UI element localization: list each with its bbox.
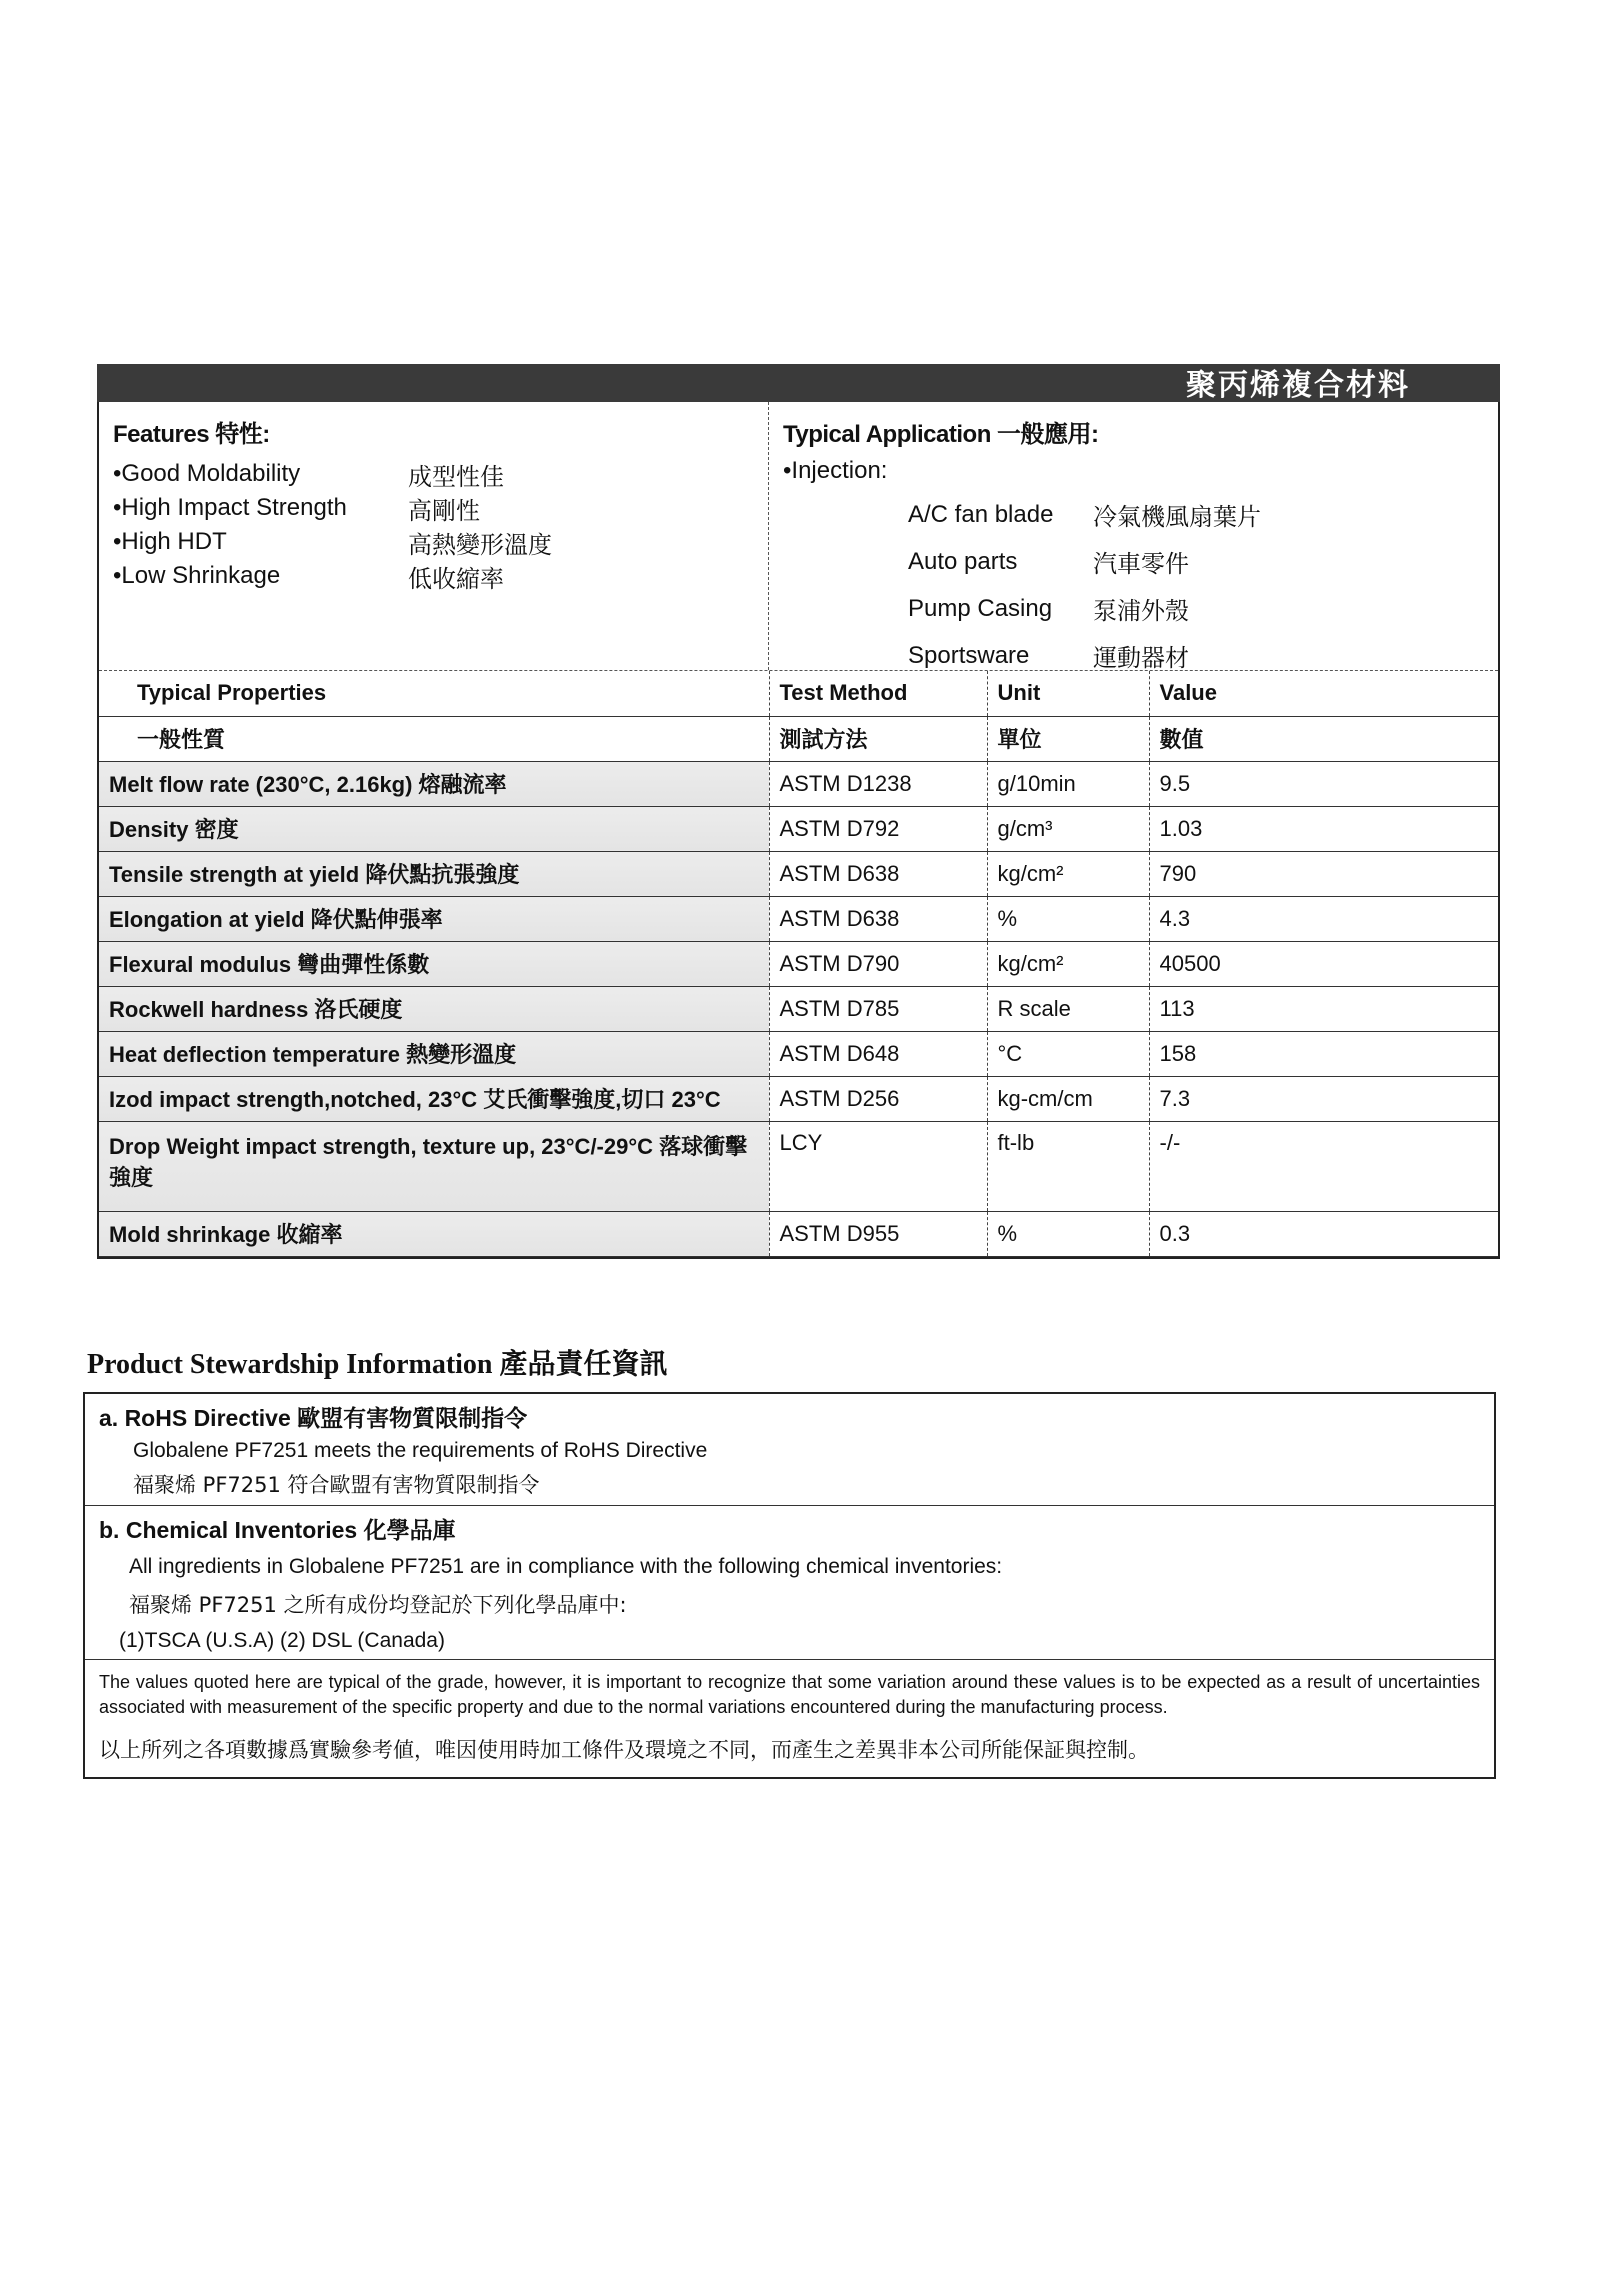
application-item (783, 632, 1484, 679)
application-zh: 冷氣機風扇葉片 (1093, 503, 1261, 531)
header-cell: 單位 (987, 716, 1149, 761)
unit: ft-lb (987, 1121, 1149, 1211)
rohs-section (85, 1394, 1494, 1506)
property-name: Density 密度 (99, 806, 769, 851)
features-title: Features 特性: (113, 421, 270, 448)
property-name: Heat deflection temperature 熱變形溫度 (99, 1031, 769, 1076)
table-row (99, 1076, 1498, 1121)
header-cell: 測試方法 (769, 716, 987, 761)
header-cell: Unit (987, 671, 1149, 716)
application-item (783, 491, 1484, 538)
chemical-line-zh: 福聚烯 PF7251 之所有成份均登記於下列化學品庫中: (129, 1593, 627, 1617)
application-zh: 汽車零件 (1093, 550, 1189, 578)
value: 158 (1149, 1031, 1498, 1076)
stewardship-title: Product Stewardship Information 產品責任資訊 (87, 1349, 668, 1380)
feature-en: •Low Shrinkage (113, 562, 281, 589)
value: 113 (1149, 986, 1498, 1031)
application-item (783, 538, 1484, 585)
application-en: A/C fan blade (908, 500, 1054, 528)
property-name: Drop Weight impact strength, texture up, 23°C/-29°C 落球衝擊強度 (99, 1121, 769, 1211)
table-row (99, 1211, 1498, 1256)
banner-title: 聚丙烯複合材料 (1186, 369, 1410, 402)
value: -/- (1149, 1121, 1498, 1211)
applications-title: Typical Application 一般應用: (783, 421, 1099, 448)
property-name: Elongation at yield 降伏點伸張率 (99, 896, 769, 941)
stewardship-box (83, 1392, 1496, 1779)
table-row (99, 851, 1498, 896)
datasheet (97, 364, 1500, 1259)
disclaimer (85, 1660, 1494, 1777)
table-row (99, 1121, 1498, 1211)
chemical-section (85, 1506, 1494, 1660)
property-name: Izod impact strength,notched, 23°C 艾氏衝擊強度,切口 23°C (99, 1076, 769, 1121)
application-zh: 運動器材 (1093, 644, 1189, 672)
applications-section (769, 402, 1498, 670)
header-cell: Test Method (769, 671, 987, 716)
test-method: ASTM D256 (769, 1076, 987, 1121)
application-zh: 泵浦外殼 (1093, 597, 1189, 625)
table-row (99, 896, 1498, 941)
table-row (99, 941, 1498, 986)
property-name: Tensile strength at yield 降伏點抗張強度 (99, 851, 769, 896)
table-row (99, 761, 1498, 806)
header-cell: 數值 (1149, 716, 1498, 761)
chemical-title: b. Chemical Inventories 化學品庫 (99, 1517, 456, 1543)
feature-zh: 高剛性 (408, 496, 480, 525)
header-banner (97, 364, 1500, 402)
property-name: Flexural modulus 彎曲彈性係數 (99, 941, 769, 986)
rohs-line-zh: 福聚烯 PF7251 符合歐盟有害物質限制指令 (133, 1473, 540, 1497)
test-method: ASTM D792 (769, 806, 987, 851)
rohs-line-en: Globalene PF7251 meets the requirements of RoHS Directive (133, 1439, 708, 1462)
property-name: Rockwell hardness 洛氏硬度 (99, 986, 769, 1031)
unit: kg/cm² (987, 941, 1149, 986)
unit: g/cm³ (987, 806, 1149, 851)
test-method: ASTM D785 (769, 986, 987, 1031)
header-cell: Value (1149, 671, 1498, 716)
feature-en: •High HDT (113, 528, 227, 555)
table-row (99, 986, 1498, 1031)
feature-en: •High Impact Strength (113, 494, 347, 521)
overview-row (99, 402, 1498, 671)
features-section (99, 402, 769, 670)
feature-item (113, 559, 754, 593)
feature-zh: 高熱變形溫度 (408, 530, 552, 559)
injection-label: •Injection: (783, 457, 888, 484)
properties-box (97, 402, 1500, 1259)
unit: g/10min (987, 761, 1149, 806)
value: 40500 (1149, 941, 1498, 986)
unit: % (987, 896, 1149, 941)
value: 790 (1149, 851, 1498, 896)
feature-en: •Good Moldability (113, 460, 301, 487)
chemical-inventories: (1)TSCA (U.S.A) (2) DSL (Canada) (119, 1629, 445, 1652)
rohs-title: a. RoHS Directive 歐盟有害物質限制指令 (99, 1405, 528, 1431)
value: 4.3 (1149, 896, 1498, 941)
property-name: Mold shrinkage 收縮率 (99, 1211, 769, 1256)
chemical-line-en: All ingredients in Globalene PF7251 are in compliance with the following chemical inventories: (129, 1555, 1003, 1578)
unit: kg-cm/cm (987, 1076, 1149, 1121)
value: 9.5 (1149, 761, 1498, 806)
application-en: Auto parts (908, 547, 1018, 575)
feature-zh: 低收縮率 (408, 564, 504, 593)
unit: R scale (987, 986, 1149, 1031)
feature-zh: 成型性佳 (408, 462, 504, 491)
feature-item (113, 525, 754, 559)
test-method: ASTM D638 (769, 896, 987, 941)
property-name: Melt flow rate (230°C, 2.16kg) 熔融流率 (99, 761, 769, 806)
test-method: ASTM D638 (769, 851, 987, 896)
value: 1.03 (1149, 806, 1498, 851)
test-method: ASTM D790 (769, 941, 987, 986)
test-method: ASTM D955 (769, 1211, 987, 1256)
application-en: Sportsware (908, 641, 1030, 669)
header-cell: 一般性質 (99, 716, 769, 761)
unit: kg/cm² (987, 851, 1149, 896)
header-cell: Typical Properties (99, 671, 769, 716)
test-method: ASTM D1238 (769, 761, 987, 806)
disclaimer-zh: 以上所列之各項數據爲實驗參考値，唯因使用時加工條件及環境之不同，而產生之差異非本公司所能保証與控制。 (99, 1738, 1149, 1762)
unit: °C (987, 1031, 1149, 1076)
unit: % (987, 1211, 1149, 1256)
application-en: Pump Casing (908, 594, 1053, 622)
test-method: ASTM D648 (769, 1031, 987, 1076)
table-header-row (99, 716, 1498, 761)
value: 7.3 (1149, 1076, 1498, 1121)
properties-table (99, 671, 1498, 1257)
value: 0.3 (1149, 1211, 1498, 1256)
disclaimer-en: The values quoted here are typical of the grade, however, it is important to recognize that some variation around these values is to be expected as a result of uncertainties associated with measurement of the specific property and due to the normal variations encountered during the manufacturing process. (99, 1672, 1480, 1717)
table-row (99, 1031, 1498, 1076)
feature-item (113, 457, 754, 491)
application-item (783, 585, 1484, 632)
feature-item (113, 491, 754, 525)
test-method: LCY (769, 1121, 987, 1211)
table-row (99, 806, 1498, 851)
